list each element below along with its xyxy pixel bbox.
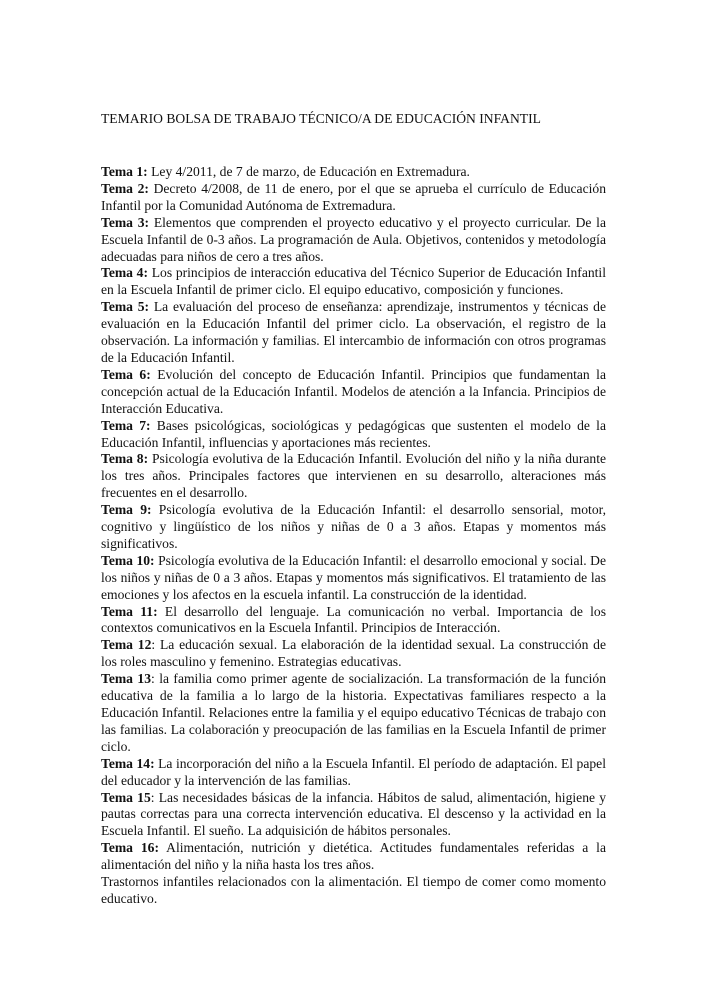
topic-label: Tema 12 (101, 637, 152, 653)
topic-label: Tema 10: (101, 552, 155, 568)
document-title: TEMARIO BOLSA DE TRABAJO TÉCNICO/A DE EDUCACIÓN INFANTIL (101, 111, 541, 126)
topic-item (101, 367, 606, 418)
topic-label: Tema 4: (101, 265, 149, 281)
topic-item (101, 790, 606, 841)
topic-text: Ley 4/2011, de 7 de marzo, de Educación en Extremadura. (147, 164, 470, 179)
topic-label: Tema 1: (101, 164, 148, 179)
topic-text: Alimentación, nutrición y dietética. Actitudes fundamentales referidas a la alimentación del niño y la niña hasta los tres años. (101, 840, 606, 873)
document-page (101, 110, 606, 908)
topic-label: Tema 6: (101, 366, 151, 382)
topic-item (101, 215, 606, 266)
topic-text: Decreto 4/2008, de 11 de enero, por el que se aprueba el currículo de Educación Infantil por la Comunidad Autónoma de Extremadura. (101, 180, 606, 213)
topic-label: Tema 14: (101, 755, 155, 771)
topic-text: Bases psicológicas, sociológicas y pedagógicas que sustenten el modelo de la Educación Infantil, influencias y aportaciones más recientes. (101, 417, 606, 450)
topic-label: Tema 3: (101, 214, 150, 230)
topic-text: Los principios de interacción educativa del Técnico Superior de Educación Infantil en la Escuela Infantil de primer ciclo. El equipo educativo, composición y funciones. (101, 265, 606, 298)
topic-item (101, 181, 606, 215)
topic-item (101, 604, 606, 638)
topic-label: Tema 9: (101, 502, 152, 518)
topic-text: : Las necesidades básicas de la infancia. Hábitos de salud, alimentación, higiene y pautas correctas para una correcta intervención educativa. El descenso y la actividad en la Escuela Infantil. El sueño. La adquisición de hábitos personales. (101, 789, 607, 839)
topic-text: La evaluación del proceso de enseñanza: aprendizaje, instrumentos y técnicas de evaluación en la Educación Infantil del primer ciclo. La observación, el registro de la observación. La información y familias. El intercambio de información con otros programas de la Educación Infantil. (101, 299, 606, 365)
topic-text: El desarrollo del lenguaje. La comunicación no verbal. Importancia de los contextos comunicativos en la Escuela Infantil. Principios de Interacción. (101, 603, 606, 636)
topic-label: Tema 7: (101, 417, 151, 433)
topic-item (101, 671, 606, 756)
topic-item (101, 637, 606, 671)
topic-label: Tema 8: (101, 451, 149, 467)
topic-label: Tema 2: (101, 180, 149, 196)
topic-item (101, 265, 606, 299)
topic-continuation-paragraph: Trastornos infantiles relacionados con la alimentación. El tiempo de comer como momento educativo. (101, 874, 606, 906)
topic-label: Tema 16: (101, 840, 159, 856)
topic-item (101, 418, 606, 452)
topic-label: Tema 5: (101, 299, 150, 315)
topic-text: : la familia como primer agente de socialización. La transformación de la función educativa de la familia a lo largo de la historia. Expectativas familiares respecto a la Educación Infantil. Relaciones entre la familia y el equipo educativo Técnicas de trabajo con las familias. La colaboración y preocupación de las familias en la Escuela Infantil de primer ciclo. (101, 671, 607, 754)
topic-text: La incorporación del niño a la Escuela Infantil. El período de adaptación. El papel del educador y la intervención de las familias. (101, 755, 606, 788)
topic-item (101, 299, 606, 367)
topic-item (101, 502, 606, 553)
topic-item (101, 553, 606, 604)
topic-text: Psicología evolutiva de la Educación Infantil: el desarrollo sensorial, motor, cognitivo y lingüístico de los niños y niñas de 0 a 3 años. Etapas y momentos más significativos. (101, 502, 606, 551)
topic-text: Elementos que comprenden el proyecto educativo y el proyecto curricular. De la Escuela Infantil de 0-3 años. La programación de Aula. Objetivos, contenidos y metodología adecuadas para niños de cero a tres años. (101, 214, 606, 264)
topic-label: Tema 11: (101, 603, 158, 619)
topic-label: Tema 13 (101, 671, 151, 687)
topic-text: : La educación sexual. La elaboración de la identidad sexual. La construcción de los roles masculino y femenino. Estrategias educativas. (101, 637, 606, 670)
topic-list (101, 164, 606, 908)
topic-item (101, 840, 606, 874)
topic-label: Tema 15 (101, 789, 151, 805)
topic-item (101, 756, 606, 790)
topic-text: Psicología evolutiva de la Educación Infantil. Evolución del niño y la niña durante los tres años. Principales factores que intervienen en su desarrollo, alteraciones más frecuentes en el desarrollo. (101, 451, 606, 501)
topic-text: Psicología evolutiva de la Educación Infantil: el desarrollo emocional y social. De los niños y niñas de 0 a 3 años. Etapas y momentos más significativos. El tratamiento de las emociones y los afectos en la escuela infantil. La construcción de la identidad. (101, 552, 607, 602)
topic-text: Evolución del concepto de Educación Infantil. Principios que fundamentan la concepción actual de la Educación Infantil. Modelos de atención a la Infancia. Principios de Interacción Educativa. (101, 366, 606, 416)
topic-item (101, 164, 606, 181)
topic-item (101, 451, 606, 502)
